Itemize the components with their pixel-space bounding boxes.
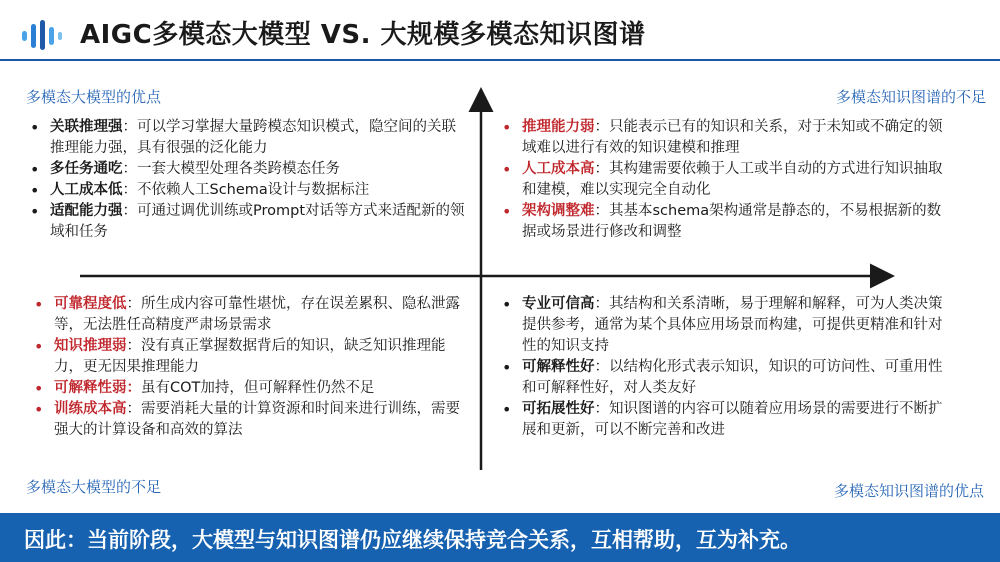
list-item: • 人工成本低：不依赖人工Schema设计与数据标注 — [28, 180, 468, 201]
quadrant-kg-pros — [500, 294, 950, 441]
list-item: • 可拓展性好：知识图谱的内容可以随着应用场景的需要进行不断扩展和更新，可以不断完善和改进 — [500, 399, 950, 441]
list-item: • 可解释性弱：虽有COT加持，但可解释性仍然不足 — [32, 378, 472, 399]
conclusion-text: 因此：当前阶段，大模型与知识图谱仍应继续保持竞合关系，互相帮助，互为补充。 — [24, 528, 801, 552]
list-item: • 知识推理弱：没有真正掌握数据背后的知识，缺乏知识推理能力，更无因果推理能力 — [32, 336, 472, 378]
label-llm-cons: 多模态大模型的不足 — [26, 478, 162, 496]
list-item: • 架构调整难：其基本schema架构通常是静态的，不易根据新的数据或场景进行修改和调整 — [500, 201, 950, 243]
list-item: • 训练成本高：需要消耗大量的计算资源和时间来进行训练，需要强大的计算设备和高效的算法 — [32, 399, 472, 441]
label-kg-pros: 多模态知识图谱的优点 — [833, 482, 984, 500]
conclusion-banner — [0, 513, 1000, 562]
quadrant-llm-cons — [32, 294, 472, 441]
list-item: • 可靠程度低：所生成内容可靠性堪忧，存在误差累积、隐私泄露等，无法胜任高精度严肃场景需求 — [32, 294, 472, 336]
list-item: • 人工成本高：其构建需要依赖于人工或半自动的方式进行知识抽取和建模，难以实现完全自动化 — [500, 159, 950, 201]
list-item: • 多任务通吃：一套大模型处理各类跨模态任务 — [28, 159, 468, 180]
list-item: • 适配能力强：可通过调优训练或Prompt对话等方式来适配新的领域和任务 — [28, 201, 468, 243]
list-item: • 专业可信高：其结构和关系清晰，易于理解和解释，可为人类决策提供参考，通常为某个具体应用场景而构建，可提供更精准和针对性的知识支持 — [500, 294, 950, 357]
label-llm-pros: 多模态大模型的优点 — [26, 88, 162, 106]
label-kg-cons: 多模态知识图谱的不足 — [835, 88, 986, 106]
quadrant-kg-cons — [500, 117, 950, 243]
list-item: • 可解释性好：以结构化形式表示知识，知识的可访问性、可重用性和可解释性好，对人类友好 — [500, 357, 950, 399]
page-title: AIGC多模态大模型 VS. 大规模多模态知识图谱 — [80, 20, 646, 50]
list-item: • 推理能力弱：只能表示已有的知识和关系，对于未知或不确定的领域难以进行有效的知识建模和推理 — [500, 117, 950, 159]
quadrant-llm-pros — [28, 117, 468, 243]
list-item: • 关联推理强：可以学习掌握大量跨模态知识模式，隐空间的关联推理能力强，具有很强的泛化能力 — [28, 117, 468, 159]
